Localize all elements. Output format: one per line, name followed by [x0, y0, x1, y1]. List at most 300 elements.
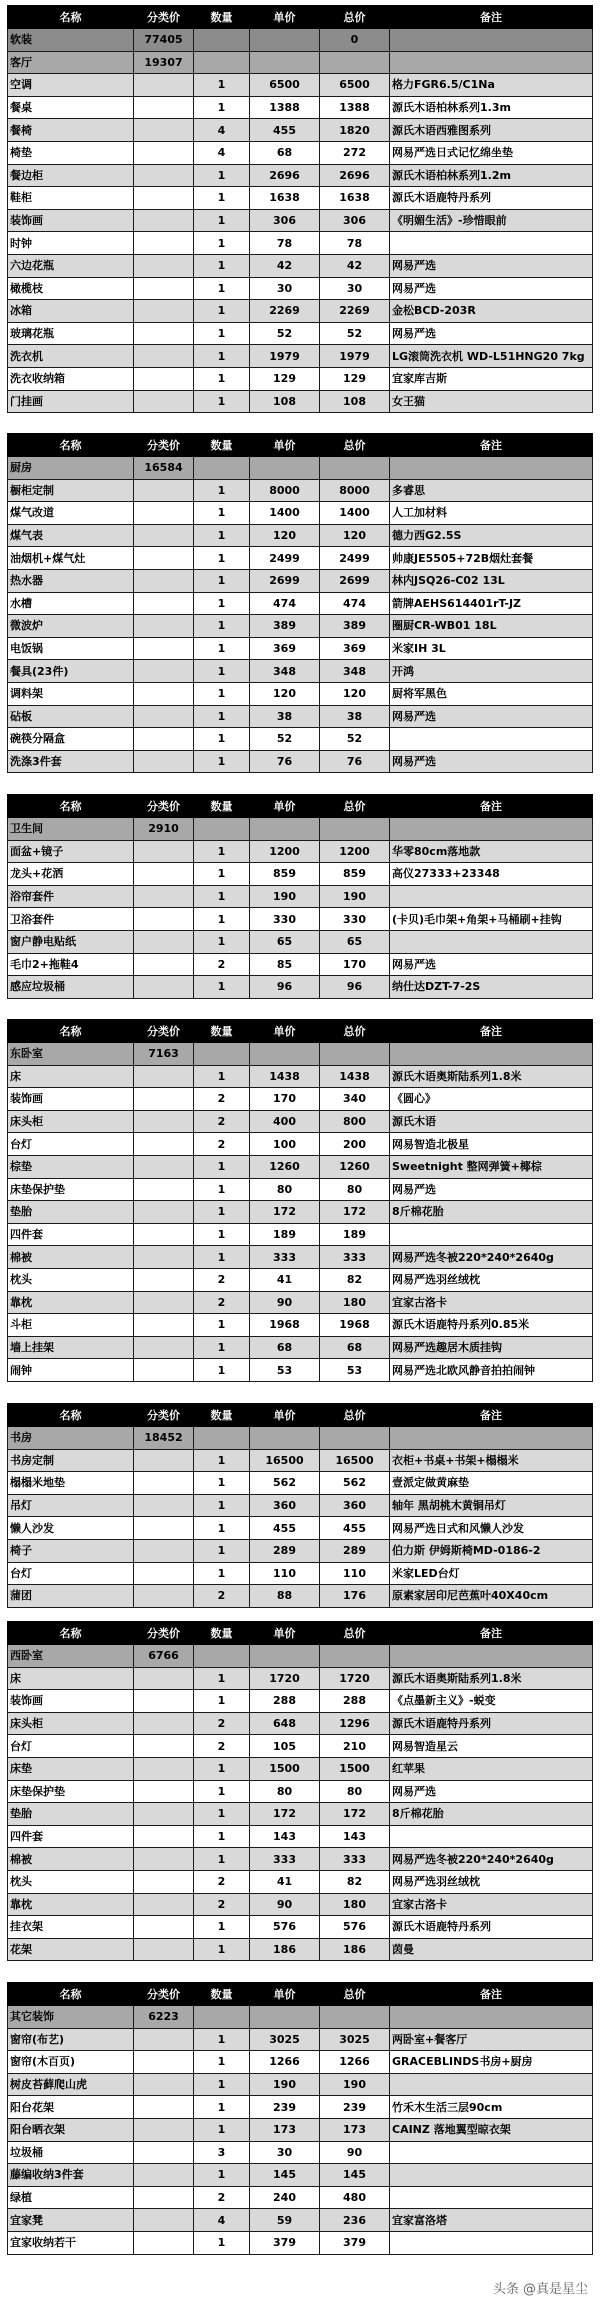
item-category-price [134, 1916, 194, 1939]
item-total-price: 190 [320, 885, 390, 908]
item-name: 龙头+花洒 [8, 863, 134, 886]
item-unit-price: 6500 [250, 74, 320, 97]
item-quantity: 2 [194, 2186, 250, 2209]
item-name: 椅子 [8, 1539, 134, 1562]
item-name: 宜家凳 [8, 2209, 134, 2232]
item-category-price [134, 976, 194, 999]
item-category-price [134, 1223, 194, 1246]
item-note [390, 2141, 593, 2164]
item-quantity: 1 [194, 2051, 250, 2074]
item-quantity: 1 [194, 1155, 250, 1178]
item-unit-price: 1438 [250, 1065, 320, 1088]
item-total-price: 53 [320, 1359, 390, 1382]
item-total-price: 42 [320, 254, 390, 277]
item-note: 网易严选羽丝绒枕 [390, 1268, 593, 1291]
category-price: 7163 [134, 1043, 194, 1066]
item-name: 卫浴套件 [8, 908, 134, 931]
budget-table-5 [7, 1621, 592, 1961]
table-row [8, 2118, 593, 2141]
table-row [8, 930, 593, 953]
item-note: 厨将军黑色 [390, 682, 593, 705]
item-unit-price: 100 [250, 1133, 320, 1156]
item-category-price [134, 569, 194, 592]
item-note: 《圆心》 [390, 1088, 593, 1111]
item-quantity: 2 [194, 1268, 250, 1291]
item-name: 橄榄枝 [8, 277, 134, 300]
item-note: 纳仕达DZT-7-2S [390, 976, 593, 999]
item-category-price [134, 254, 194, 277]
item-note: 《点墨新主义》-蜕变 [390, 1690, 593, 1713]
table-header-row [8, 1404, 593, 1427]
item-note: 开鸿 [390, 660, 593, 683]
item-note: 两卧室+餐客厅 [390, 2028, 593, 2051]
item-total-price: 180 [320, 1291, 390, 1314]
category-name: 客厅 [8, 51, 134, 74]
item-total-price: 52 [320, 728, 390, 751]
item-name: 调料架 [8, 682, 134, 705]
category-note [390, 1427, 593, 1450]
item-name: 装饰画 [8, 209, 134, 232]
col-quantity-header: 数量 [194, 1622, 250, 1645]
category-unit [250, 51, 320, 74]
item-quantity: 1 [194, 187, 250, 210]
item-note: 圈厨CR-WB01 18L [390, 615, 593, 638]
item-quantity: 1 [194, 885, 250, 908]
item-total-price: 1720 [320, 1667, 390, 1690]
item-total-price: 16500 [320, 1449, 390, 1472]
table-header-row [8, 1622, 593, 1645]
item-note [390, 728, 593, 751]
col-quantity-header: 数量 [194, 1983, 250, 2006]
item-note: 多睿思 [390, 479, 593, 502]
table-row [8, 1088, 593, 1111]
item-quantity: 1 [194, 74, 250, 97]
item-unit-price: 78 [250, 232, 320, 255]
item-name: 斗柜 [8, 1314, 134, 1337]
item-name: 垫胎 [8, 1201, 134, 1224]
category-name: 卫生间 [8, 818, 134, 841]
category-row [8, 457, 593, 480]
item-note [390, 2073, 593, 2096]
category-note [390, 1645, 593, 1668]
table-row [8, 728, 593, 751]
col-category-price-header: 分类价 [134, 1983, 194, 2006]
item-total-price: 859 [320, 863, 390, 886]
item-total-price: 6500 [320, 74, 390, 97]
item-quantity: 1 [194, 1065, 250, 1088]
watermark: 头条 @真是星尘 [492, 2282, 588, 2297]
category-unit [250, 1043, 320, 1066]
item-category-price [134, 232, 194, 255]
table-row [8, 390, 593, 413]
item-name: 阳台晒衣架 [8, 2118, 134, 2141]
col-name-header: 名称 [8, 1020, 134, 1043]
item-note: 林内JSQ26-C02 13L [390, 569, 593, 592]
col-name-header: 名称 [8, 1983, 134, 2006]
item-name: 床头柜 [8, 1110, 134, 1133]
category-qty [194, 457, 250, 480]
item-unit-price: 240 [250, 2186, 320, 2209]
item-quantity: 1 [194, 1223, 250, 1246]
item-note: 网易严选 [390, 322, 593, 345]
item-quantity: 1 [194, 209, 250, 232]
item-total-price: 96 [320, 976, 390, 999]
item-total-price: 76 [320, 750, 390, 773]
item-quantity: 1 [194, 547, 250, 570]
item-note: 米家IH 3L [390, 637, 593, 660]
item-quantity: 1 [194, 1517, 250, 1540]
item-unit-price: 455 [250, 119, 320, 142]
item-category-price [134, 2051, 194, 2074]
item-unit-price: 120 [250, 524, 320, 547]
col-unit-price-header: 单价 [250, 6, 320, 29]
item-name: 闹钟 [8, 1359, 134, 1382]
item-quantity: 1 [194, 2164, 250, 2187]
table-row [8, 300, 593, 323]
item-total-price: 30 [320, 277, 390, 300]
item-total-price: 176 [320, 1585, 390, 1608]
item-unit-price: 648 [250, 1712, 320, 1735]
item-note: 女王猫 [390, 390, 593, 413]
table-row [8, 2028, 593, 2051]
item-total-price: 272 [320, 141, 390, 164]
item-quantity: 1 [194, 840, 250, 863]
category-name: 书房 [8, 1427, 134, 1450]
table-row [8, 1517, 593, 1540]
item-name: 洗涤3件套 [8, 750, 134, 773]
item-total-price: 289 [320, 1539, 390, 1562]
item-name: 窗帘(布艺) [8, 2028, 134, 2051]
item-quantity: 1 [194, 1449, 250, 1472]
item-unit-price: 360 [250, 1494, 320, 1517]
item-unit-price: 30 [250, 2141, 320, 2164]
item-unit-price: 400 [250, 1110, 320, 1133]
item-category-price [134, 209, 194, 232]
item-unit-price: 65 [250, 930, 320, 953]
item-note: 德力西G2.5S [390, 524, 593, 547]
item-note: 宜家富洛塔 [390, 2209, 593, 2232]
col-quantity-header: 数量 [194, 434, 250, 457]
item-category-price [134, 930, 194, 953]
item-name: 台灯 [8, 1562, 134, 1585]
item-quantity: 1 [194, 863, 250, 886]
col-total-price-header: 总价 [320, 1020, 390, 1043]
item-quantity: 1 [194, 277, 250, 300]
category-qty [194, 51, 250, 74]
item-category-price [134, 1133, 194, 1156]
item-category-price [134, 141, 194, 164]
col-name-header: 名称 [8, 1622, 134, 1645]
item-total-price: 172 [320, 1803, 390, 1826]
item-quantity: 2 [194, 1893, 250, 1916]
item-note [390, 930, 593, 953]
item-total-price: 82 [320, 1870, 390, 1893]
item-category-price [134, 1825, 194, 1848]
item-unit-price: 96 [250, 976, 320, 999]
item-category-price [134, 1893, 194, 1916]
table-row [8, 1539, 593, 1562]
item-name: 台灯 [8, 1133, 134, 1156]
table-row [8, 322, 593, 345]
category-qty [194, 818, 250, 841]
item-name: 餐桌 [8, 96, 134, 119]
item-category-price [134, 750, 194, 773]
item-category-price [134, 1088, 194, 1111]
item-name: 花架 [8, 1938, 134, 1961]
item-unit-price: 143 [250, 1825, 320, 1848]
item-note: 米家LED台灯 [390, 1562, 593, 1585]
item-total-price: 369 [320, 637, 390, 660]
table-row [8, 592, 593, 615]
item-name: 蒲团 [8, 1585, 134, 1608]
item-quantity: 1 [194, 1472, 250, 1495]
col-name-header: 名称 [8, 6, 134, 29]
budget-table-2 [7, 794, 592, 999]
item-category-price [134, 479, 194, 502]
item-unit-price: 41 [250, 1268, 320, 1291]
item-name: 装饰画 [8, 1690, 134, 1713]
item-quantity: 1 [194, 300, 250, 323]
item-category-price [134, 1803, 194, 1826]
item-quantity: 1 [194, 524, 250, 547]
summary-unit [250, 29, 320, 52]
table-row [8, 1825, 593, 1848]
category-qty [194, 2006, 250, 2029]
item-unit-price: 379 [250, 2231, 320, 2254]
budget-table-6 [7, 1982, 592, 2255]
item-name: 煤气表 [8, 524, 134, 547]
item-name: 煤气改道 [8, 502, 134, 525]
table-row [8, 569, 593, 592]
item-unit-price: 2499 [250, 547, 320, 570]
item-total-price: 379 [320, 2231, 390, 2254]
item-note: 网易严选 [390, 750, 593, 773]
item-note: 网易严选 [390, 705, 593, 728]
item-note: 源氏木语西雅图系列 [390, 119, 593, 142]
item-total-price: 562 [320, 1472, 390, 1495]
item-unit-price: 1388 [250, 96, 320, 119]
item-total-price: 330 [320, 908, 390, 931]
item-category-price [134, 728, 194, 751]
col-name-header: 名称 [8, 795, 134, 818]
item-category-price [134, 345, 194, 368]
table-row [8, 502, 593, 525]
item-quantity: 2 [194, 1870, 250, 1893]
table-row [8, 2141, 593, 2164]
summary-qty [194, 29, 250, 52]
item-unit-price: 1638 [250, 187, 320, 210]
item-total-price: 333 [320, 1246, 390, 1269]
item-total-price: 65 [320, 930, 390, 953]
table-row [8, 637, 593, 660]
item-quantity: 1 [194, 1667, 250, 1690]
item-category-price [134, 2209, 194, 2232]
table-row [8, 547, 593, 570]
budget-table-1 [7, 433, 592, 773]
table-row [8, 1848, 593, 1871]
category-total [320, 51, 390, 74]
item-total-price: 1260 [320, 1155, 390, 1178]
item-unit-price: 52 [250, 322, 320, 345]
item-name: 时钟 [8, 232, 134, 255]
category-total [320, 1043, 390, 1066]
item-name: 藤编收纳3件套 [8, 2164, 134, 2187]
col-note-header: 备注 [390, 1983, 593, 2006]
item-unit-price: 330 [250, 908, 320, 931]
item-quantity: 1 [194, 615, 250, 638]
category-price: 2910 [134, 818, 194, 841]
category-row [8, 818, 593, 841]
item-category-price [134, 1178, 194, 1201]
table-row [8, 209, 593, 232]
item-name: 空调 [8, 74, 134, 97]
category-name: 西卧室 [8, 1645, 134, 1668]
category-total [320, 457, 390, 480]
item-total-price: 239 [320, 2096, 390, 2119]
item-category-price [134, 300, 194, 323]
item-quantity: 2 [194, 1088, 250, 1111]
table-row [8, 367, 593, 390]
item-quantity: 1 [194, 322, 250, 345]
item-category-price [134, 2118, 194, 2141]
item-note: CAINZ 落地翼型晾衣架 [390, 2118, 593, 2141]
item-unit-price: 110 [250, 1562, 320, 1585]
table-row [8, 1472, 593, 1495]
item-category-price [134, 187, 194, 210]
item-quantity: 1 [194, 637, 250, 660]
item-unit-price: 3025 [250, 2028, 320, 2051]
item-total-price: 236 [320, 2209, 390, 2232]
category-price: 6766 [134, 1645, 194, 1668]
item-note: GRACEBLINDS书房+厨房 [390, 2051, 593, 2074]
item-quantity: 1 [194, 1848, 250, 1871]
category-qty [194, 1043, 250, 1066]
col-category-price-header: 分类价 [134, 1622, 194, 1645]
item-category-price [134, 524, 194, 547]
table-header-row [8, 434, 593, 457]
item-name: 门挂画 [8, 390, 134, 413]
table-row [8, 1449, 593, 1472]
table-row [8, 232, 593, 255]
item-quantity: 1 [194, 1757, 250, 1780]
item-unit-price: 59 [250, 2209, 320, 2232]
item-note [390, 1825, 593, 1848]
item-category-price [134, 615, 194, 638]
item-note: 华零80cm落地款 [390, 840, 593, 863]
item-quantity: 2 [194, 1735, 250, 1758]
item-total-price: 2696 [320, 164, 390, 187]
item-note [390, 2164, 593, 2187]
item-category-price [134, 682, 194, 705]
table-row [8, 74, 593, 97]
table-row [8, 1155, 593, 1178]
category-note [390, 51, 593, 74]
item-unit-price: 1200 [250, 840, 320, 863]
category-total [320, 2006, 390, 2029]
item-name: 洗衣机 [8, 345, 134, 368]
col-name-header: 名称 [8, 1404, 134, 1427]
item-category-price [134, 1938, 194, 1961]
item-category-price [134, 390, 194, 413]
category-unit [250, 1645, 320, 1668]
item-category-price [134, 1517, 194, 1540]
item-quantity: 1 [194, 1916, 250, 1939]
item-quantity: 1 [194, 1494, 250, 1517]
item-total-price: 1438 [320, 1065, 390, 1088]
table-row [8, 2209, 593, 2232]
item-unit-price: 16500 [250, 1449, 320, 1472]
table-row [8, 524, 593, 547]
item-note: 箭牌AEHS614401rT-JZ [390, 592, 593, 615]
table-row [8, 1336, 593, 1359]
col-category-price-header: 分类价 [134, 434, 194, 457]
item-category-price [134, 885, 194, 908]
item-unit-price: 333 [250, 1848, 320, 1871]
item-category-price [134, 908, 194, 931]
item-note: 原素家居印尼芭蕉叶40X40cm [390, 1585, 593, 1608]
item-note: 格力FGR6.5/C1Na [390, 74, 593, 97]
item-unit-price: 1979 [250, 345, 320, 368]
item-quantity: 2 [194, 1133, 250, 1156]
item-unit-price: 288 [250, 1690, 320, 1713]
item-category-price [134, 1562, 194, 1585]
item-unit-price: 562 [250, 1472, 320, 1495]
item-unit-price: 1260 [250, 1155, 320, 1178]
item-total-price: 1266 [320, 2051, 390, 2074]
item-unit-price: 2696 [250, 164, 320, 187]
table-row [8, 1246, 593, 1269]
item-note: 源氏木语鹿特丹系列0.85米 [390, 1314, 593, 1337]
item-name: 六边花瓶 [8, 254, 134, 277]
item-category-price [134, 119, 194, 142]
item-category-price [134, 1246, 194, 1269]
item-unit-price: 42 [250, 254, 320, 277]
item-quantity: 1 [194, 1562, 250, 1585]
table-row [8, 345, 593, 368]
item-category-price [134, 840, 194, 863]
item-category-price [134, 1065, 194, 1088]
item-total-price: 78 [320, 232, 390, 255]
category-row [8, 1043, 593, 1066]
col-note-header: 备注 [390, 1622, 593, 1645]
item-total-price: 1400 [320, 502, 390, 525]
item-name: 棕垫 [8, 1155, 134, 1178]
item-name: 床垫保护垫 [8, 1780, 134, 1803]
item-total-price: 306 [320, 209, 390, 232]
item-quantity: 1 [194, 908, 250, 931]
item-name: 枕头 [8, 1870, 134, 1893]
item-note: 网易严选冬被220*240*2640g [390, 1246, 593, 1269]
item-category-price [134, 863, 194, 886]
category-total [320, 1645, 390, 1668]
table-row [8, 1916, 593, 1939]
item-quantity: 2 [194, 953, 250, 976]
item-unit-price: 172 [250, 1803, 320, 1826]
table-row [8, 1757, 593, 1780]
table-row [8, 119, 593, 142]
item-quantity: 1 [194, 1359, 250, 1382]
table-row [8, 1065, 593, 1088]
item-note: 源氏木语鹿特丹系列 [390, 1712, 593, 1735]
category-price: 6223 [134, 2006, 194, 2029]
col-total-price-header: 总价 [320, 434, 390, 457]
item-category-price [134, 367, 194, 390]
item-name: 树皮苔藓爬山虎 [8, 2073, 134, 2096]
item-unit-price: 2699 [250, 569, 320, 592]
item-quantity: 1 [194, 2073, 250, 2096]
item-category-price [134, 1848, 194, 1871]
item-quantity: 1 [194, 1246, 250, 1269]
